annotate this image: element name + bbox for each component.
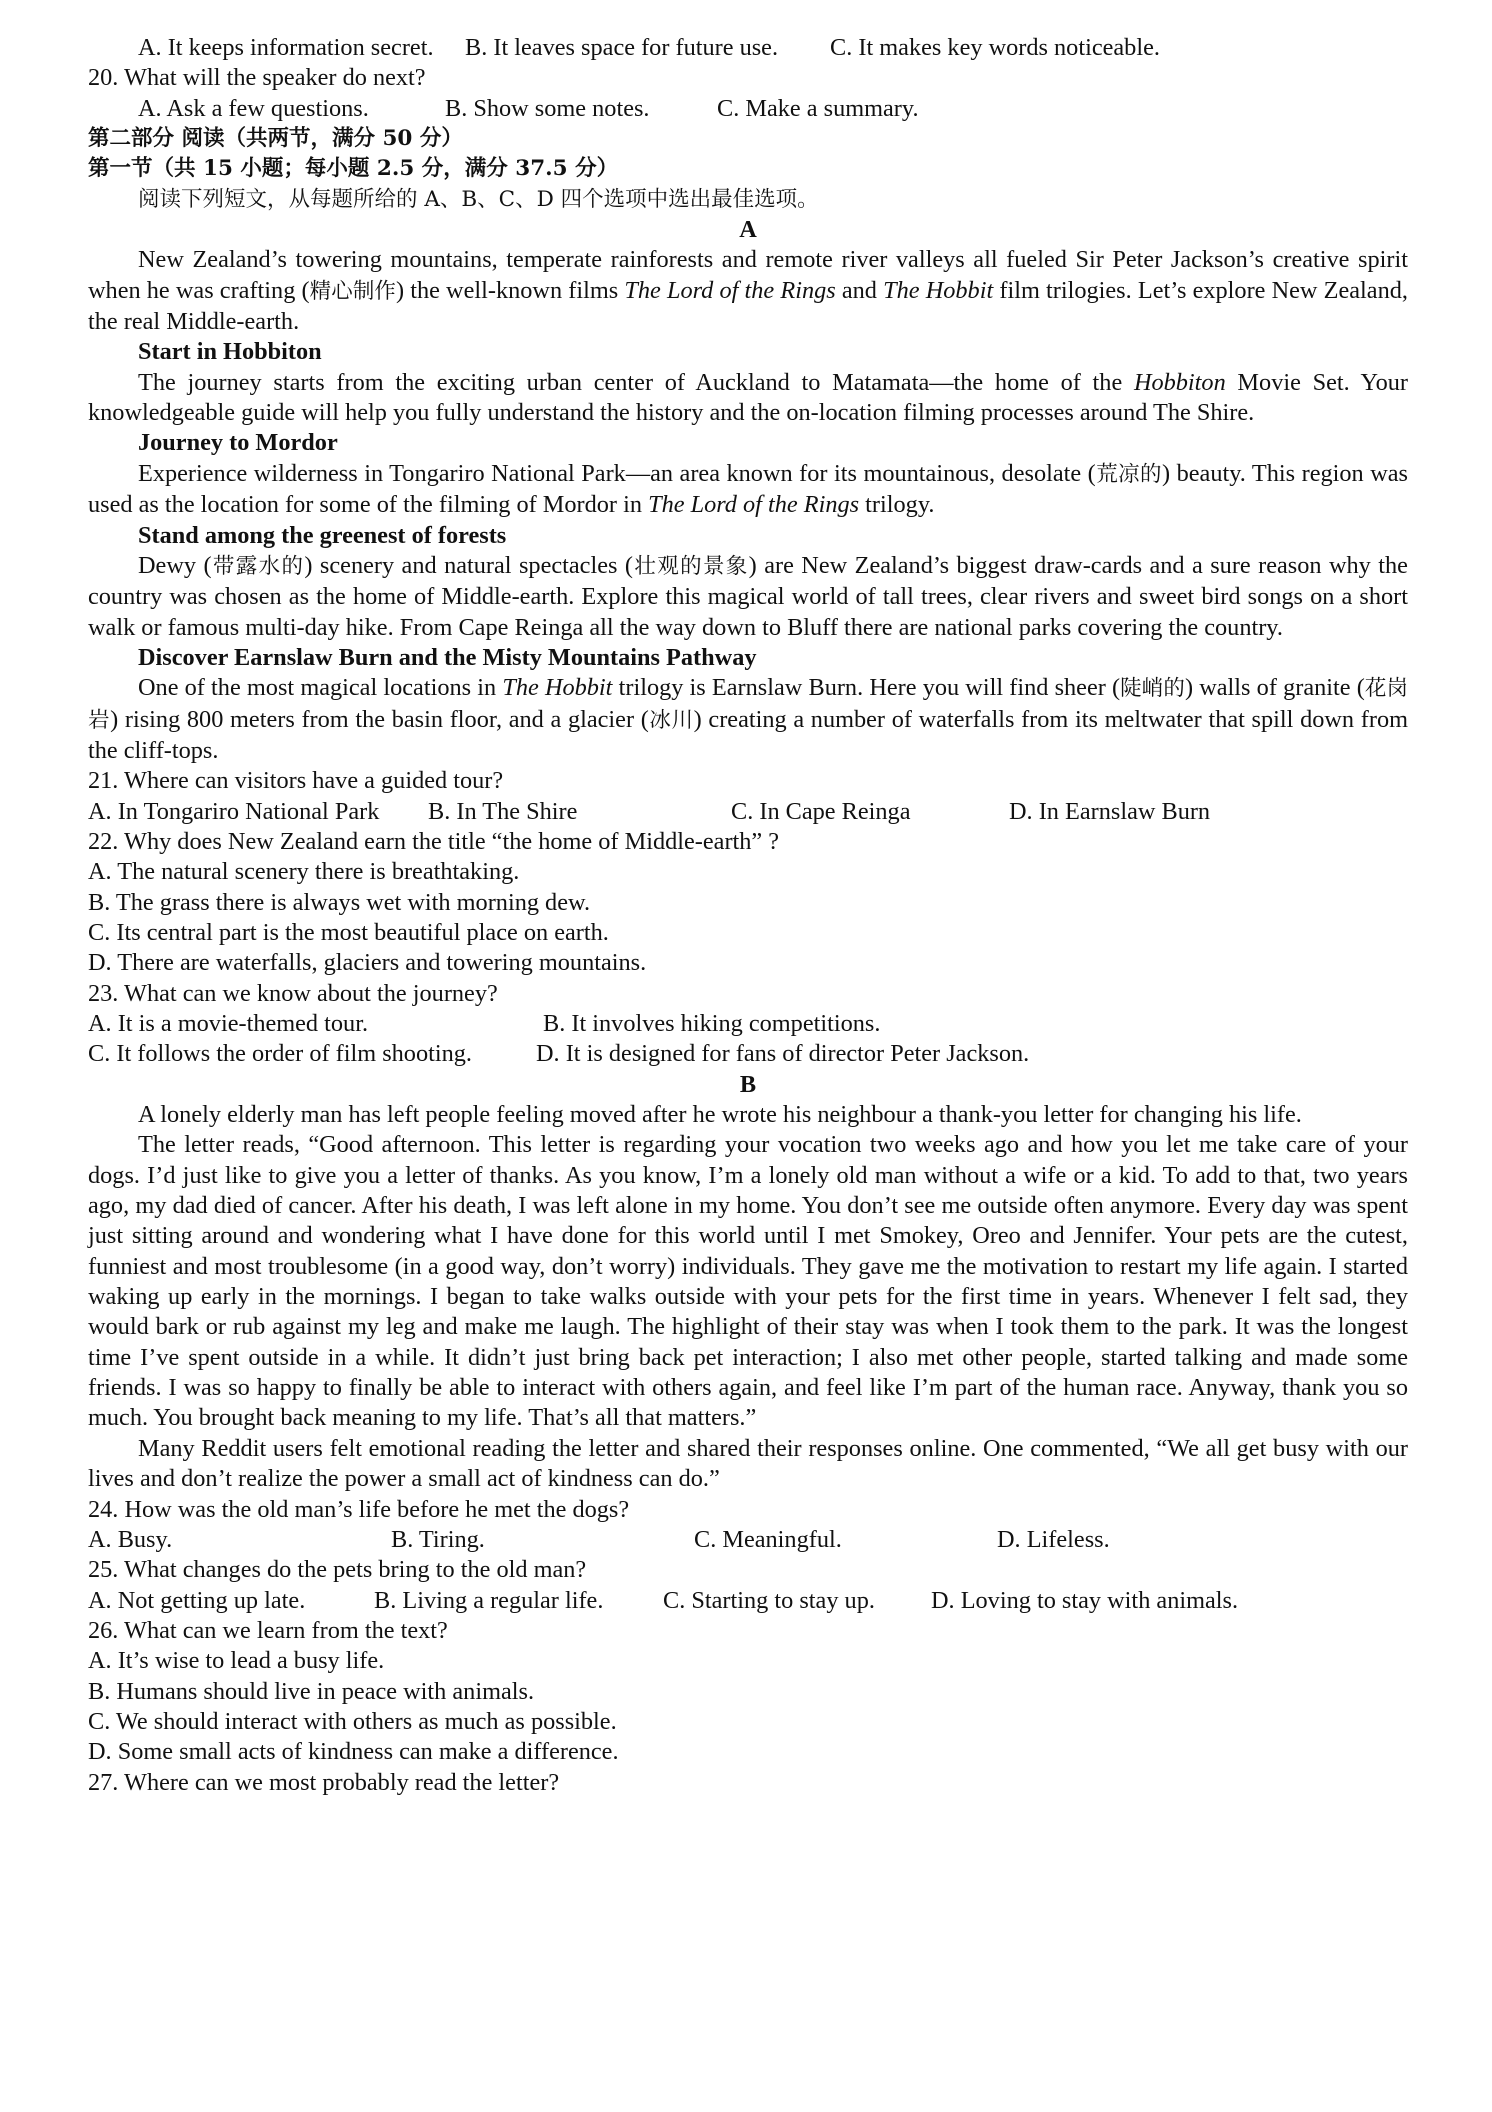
- q20-options: [88, 94, 1408, 124]
- section-text: The journey starts from the exciting urban center of Auckland to Matamata—the home of the Hobbiton Movie Set. Your knowledgeable guide will help you fully understand the history and the on-location filming processes around The Shire.: [88, 368, 1408, 427]
- option: B. In The Shire: [428, 797, 578, 825]
- section-text: Experience wilderness in Tongariro National Park—an area known for its mountainous, desolate (荒凉的) beauty. This region was used as the location for some of the filming of Mordor in The Lord of the Rings trilogy.: [88, 459, 1408, 519]
- option: A. In Tongariro National Park: [88, 797, 380, 825]
- option: D. Lifeless.: [997, 1525, 1110, 1553]
- section-heading: Start in Hobbiton: [138, 338, 322, 366]
- question-25: 25. What changes do the pets bring to the old man?: [88, 1556, 587, 1584]
- q21-options: [88, 797, 1408, 827]
- option: D. In Earnslaw Burn: [1009, 797, 1211, 825]
- option: A. It is a movie-themed tour.: [88, 1010, 369, 1037]
- option: A. The natural scenery there is breathtaking.: [88, 858, 520, 886]
- section-text: Dewy (带露水的) scenery and natural spectacles (壮观的景象) are New Zealand’s biggest draw-cards and a sure reason why the country was chosen as the home of Middle-earth. Explore this magical world of tall trees, clear rivers and sweet bird songs on a short walk or famous multi-day hike. From Cape Reinga all the way down to Bluff there are national parks covering the country.: [88, 551, 1408, 641]
- part2-title: 第二部分 阅读（共两节，满分 50 分）: [88, 126, 463, 152]
- passage-b-paragraph: Many Reddit users felt emotional reading the letter and shared their responses online. One commented, “We all get busy with our lives and don’t realize the power a small act of kindness can do.”: [88, 1434, 1408, 1493]
- option: D. It is designed for fans of director Peter Jackson.: [536, 1040, 1030, 1068]
- question-22: 22. Why does New Zealand earn the title “the home of Middle-earth” ?: [88, 827, 780, 855]
- option: A. Ask a few questions.: [138, 94, 369, 122]
- option: B. The grass there is always wet with morning dew.: [88, 888, 591, 916]
- section-heading: Discover Earnslaw Burn and the Misty Mountains Pathway: [138, 643, 757, 671]
- option: C. It follows the order of film shooting.: [88, 1040, 472, 1068]
- section-heading: Journey to Mordor: [138, 429, 338, 457]
- question-27: 27. Where can we most probably read the letter?: [88, 1768, 560, 1796]
- passage-b-letter: B: [739, 1070, 757, 1098]
- exam-page: [88, 33, 1408, 1798]
- question-20: 20. What will the speaker do next?: [88, 64, 426, 92]
- question-26: 26. What can we learn from the text?: [88, 1616, 448, 1644]
- instruction: 阅读下列短文，从每题所给的 A、B、C、D 四个选项中选出最佳选项。: [138, 186, 819, 212]
- option: C. We should interact with others as much as possible.: [88, 1707, 617, 1735]
- option: A. Not getting up late.: [88, 1586, 306, 1614]
- option: C. Meaningful.: [694, 1525, 842, 1553]
- q19-options: [88, 33, 1408, 63]
- option: A. Busy.: [88, 1525, 173, 1553]
- option: C. It makes key words noticeable.: [830, 34, 1160, 61]
- q23-options-row2: [88, 1039, 1408, 1069]
- option: B. It leaves space for future use.: [465, 34, 779, 61]
- passage-a-letter: A: [739, 216, 757, 244]
- option: B. Tiring.: [391, 1525, 485, 1553]
- option: A. It’s wise to lead a busy life.: [88, 1647, 385, 1675]
- option: C. Make a summary.: [717, 94, 919, 122]
- passage-b-paragraph: A lonely elderly man has left people feeling moved after he wrote his neighbour a thank-you letter for changing his life.: [138, 1101, 1302, 1129]
- section1-title: 第一节（共 15 小题；每小题 2.5 分，满分 37.5 分）: [88, 156, 619, 182]
- option: C. In Cape Reinga: [731, 797, 911, 825]
- option: B. Living a regular life.: [374, 1586, 604, 1614]
- passage-a-intro: New Zealand’s towering mountains, temperate rainforests and remote river valleys all fueled Sir Peter Jackson’s creative spirit when he was crafting (精心制作) the well-known films The Lord of the Rings and The Hobbit film trilogies. Let’s explore New Zealand, the real Middle-earth.: [88, 246, 1408, 336]
- option: B. It involves hiking competitions.: [543, 1010, 881, 1037]
- section-text: One of the most magical locations in The Hobbit trilogy is Earnslaw Burn. Here you will find sheer (陡峭的) walls of granite (花岗岩) rising 800 meters from the basin floor, and a glacier (冰川) creating a number of waterfalls from its meltwater that spill down from the cliff-tops.: [88, 674, 1408, 764]
- section-heading: Stand among the greenest of forests: [138, 521, 507, 549]
- question-24: 24. How was the old man’s life before he met the dogs?: [88, 1495, 630, 1523]
- option: D. There are waterfalls, glaciers and towering mountains.: [88, 949, 647, 977]
- option: B. Show some notes.: [445, 94, 650, 122]
- option: B. Humans should live in peace with animals.: [88, 1677, 535, 1705]
- q23-options-row1: [88, 1009, 1408, 1039]
- option: D. Some small acts of kindness can make a difference.: [88, 1738, 619, 1766]
- question-23: 23. What can we know about the journey?: [88, 979, 498, 1007]
- option: A. It keeps information secret.: [138, 34, 434, 61]
- question-21: 21. Where can visitors have a guided tour?: [88, 767, 504, 795]
- passage-b-paragraph: The letter reads, “Good afternoon. This letter is regarding your vocation two weeks ago and how you let me take care of your dogs. I’d just like to give you a letter of thanks. As you know, I’m a lonely old man without a wife or a kid. To add to that, two years ago, my dad died of cancer. After his death, I was left alone in my home. You don’t see me outside often anymore. Every day was spent just sitting around and wondering what I have done for this world until I met Smokey, Oreo and Jennifer. Your pets are the cutest, funniest and most troublesome (in a good way, don’t worry) individuals. They gave me the motivation to restart my life again. I started waking up early in the mornings. I began to take walks outside with your pets for the first time in years. Whenever I felt sad, they would bark or rub against my leg and make me laugh. The highlight of their stay was when I took them to the park. It was the longest time I’ve spent outside in a while. It didn’t just bring back pet interaction; I also met other people, started talking and made some friends. I was so happy to finally be able to interact with others again, and feel like I’m part of the human race. Anyway, thank you so much. You brought back meaning to my life. That’s all that matters.”: [88, 1131, 1408, 1432]
- q25-options: [88, 1586, 1408, 1616]
- option: D. Loving to stay with animals.: [931, 1586, 1239, 1614]
- q24-options: [88, 1525, 1408, 1555]
- option: C. Its central part is the most beautiful place on earth.: [88, 918, 609, 946]
- option: C. Starting to stay up.: [663, 1586, 875, 1614]
